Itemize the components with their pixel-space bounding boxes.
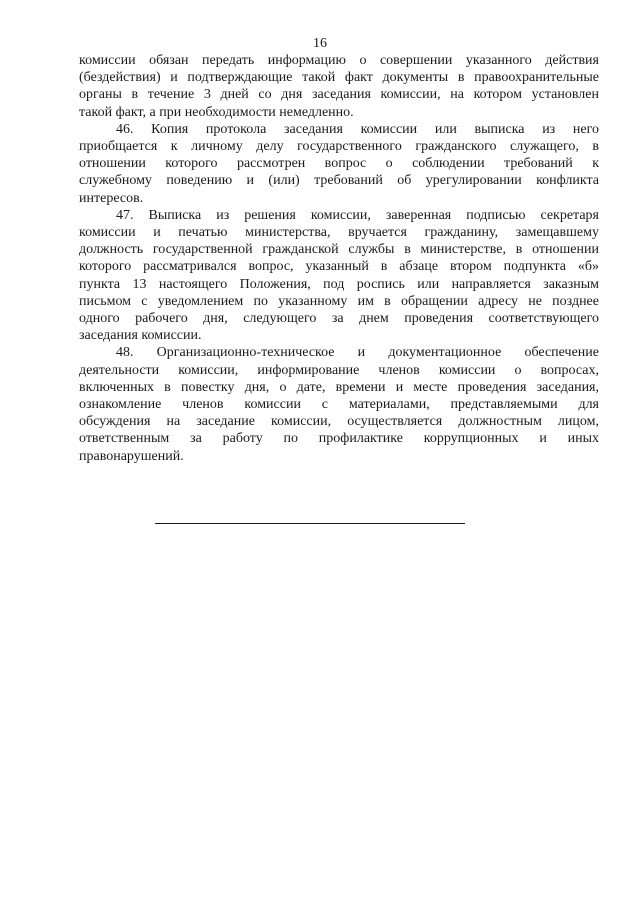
- text-line: пункта 13 настоящего Положения, под роспись или направляется заказным: [79, 276, 599, 292]
- text-line: органы в течение 3 дней со дня заседания комиссии, на котором установлен: [79, 87, 599, 103]
- paragraph-47: [79, 207, 599, 345]
- paragraph-continuation: [79, 52, 599, 121]
- text-line: включенных в повестку дня, о дате, времени и месте проведения заседания,: [79, 379, 599, 395]
- closing-rule: [155, 523, 465, 524]
- text-line: комиссии и печатью министерства, вручается гражданину, замещавшему: [79, 225, 599, 241]
- paragraph-46: [79, 121, 599, 207]
- page-number: 16: [313, 36, 327, 51]
- text-line: должность государственной гражданской службы в министерстве, в отношении: [79, 242, 599, 258]
- text-line: правонарушений.: [79, 448, 184, 464]
- text-line: 48. Организационно-техническое и документационное обеспечение: [116, 345, 599, 361]
- text-line: заседания комиссии.: [79, 328, 202, 344]
- document-body: [79, 52, 599, 465]
- text-line: одного рабочего дня, следующего за днем проведения соответствующего: [79, 311, 599, 327]
- text-line: 47. Выписка из решения комиссии, заверенная подписью секретаря: [116, 207, 599, 223]
- text-line: ответственным за работу по профилактике коррупционных и иных: [79, 431, 599, 447]
- text-line: (бездействия) и подтверждающие такой факт документы в правоохранительные: [79, 70, 599, 86]
- text-line: приобщается к личному делу государственного гражданского служащего, в: [79, 139, 599, 155]
- text-line: письмом с уведомлением по указанному им в обращении адресу не позднее: [79, 293, 599, 309]
- text-line: интересов.: [79, 190, 144, 206]
- text-line: отношении которого рассмотрен вопрос о соблюдении требований к: [79, 156, 599, 172]
- text-line: такой факт, а при необходимости немедленно.: [79, 104, 354, 120]
- text-line: которого рассматривался вопрос, указанный в абзаце втором подпункта «б»: [79, 259, 599, 275]
- text-line: деятельности комиссии, информирование членов комиссии о вопросах,: [79, 362, 599, 378]
- text-line: комиссии обязан передать информацию о совершении указанного действия: [79, 53, 599, 68]
- text-line: обсуждения на заседание комиссии, осуществляется должностным лицом,: [79, 414, 599, 430]
- text-line: 46. Копия протокола заседания комиссии или выписка из него: [116, 121, 599, 137]
- text-line: ознакомление членов комиссии с материалами, представляемыми для: [79, 397, 599, 413]
- paragraph-48: [79, 344, 599, 464]
- text-line: служебному поведению и (или) требований об урегулировании конфликта: [79, 173, 599, 189]
